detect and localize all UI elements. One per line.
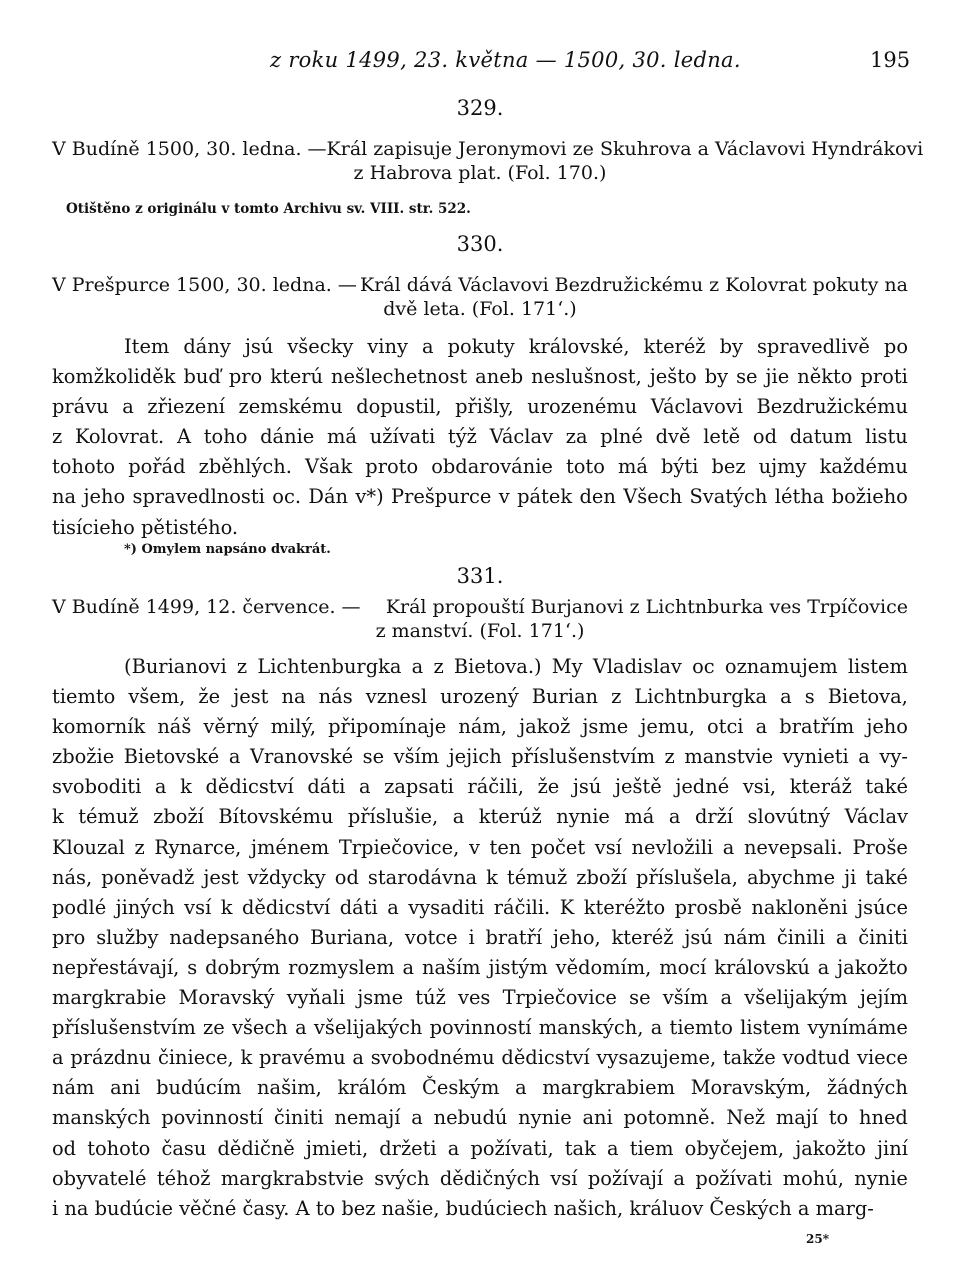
text-line: a prázdnu činiece, k pravému a svobodnému dědicství vysazujeme, takže vodtud viece [52,1046,908,1070]
text-line: tiemto všem, že jest na nás vznesl urozený Burian z Lichtnburgka a s Bietova, [52,685,908,709]
text-line: z Kolovrat. A toho dánie má užívati týž Václav za plné dvě letě od datum listu [52,425,908,449]
doc-330-heading-line2: dvě leta. (Fol. 171‘.) [383,298,577,320]
text-line: právu a zřiezení zemskému dopustil, přišly, urozenému Václavovi Bezdružickému [52,395,908,419]
doc-331-number: 331. [456,564,504,588]
text-line: i na budúcie věčné časy. A to bez našie, budúciech našich, králuov Českých a marg- [52,1196,874,1220]
text-line: k témuž zboží Bítovskému příslušie, a kterúž nynie má a drží slovútný Václav [52,805,908,829]
running-head-title: z roku 1499, 23. května — 1500, 30. ledna. [270,48,741,72]
text-line: nás, poněvadž jest vždycky od starodávna k témuž zboží příslušela, abychme ji také [52,865,908,889]
doc-329-source-note: Otištěno z originálu v tomto Archivu sv. VIII. str. 522. [66,201,471,217]
doc-330-footnote: *) Omylem napsáno dvakrát. [124,542,331,557]
doc-331-heading-line2: z manství. (Fol. 171‘.) [375,620,585,642]
doc-331-heading [52,596,908,642]
text-line: na jeho spravedlnosti oc. Dán v*) Prešpurce v pátek den Všech Svatých létha božieho [52,485,908,509]
text-line: svoboditi a k dědicství dáti a zapsati ráčili, že jsú ještě jedné vsi, kteráž také [52,775,908,799]
text-line: Klouzal z Rynarce, jménem Trpiečovice, v ten počet vsí nevložili a nevepsali. Proše [52,835,908,859]
text-line: komžkoliděk buď pro kterú nešlechetnost aneb neslušnost, ješto by se jie někto proti [52,365,908,389]
text-line: od tohoto času dědičně jmieti, držeti a požívati, tak a tiem obyčejem, jakožto jiní [52,1136,908,1160]
text-line: obyvatelé téhož margkrabstvie svých dědičných vsí požívají a požívati mohú, nynie [52,1166,908,1190]
page-number: 195 [870,48,911,72]
text-line: komorník náš věrný milý, připomínaje nám, jakož jsme jemu, otci a bratřím jeho [52,715,908,739]
text-line: margkrabie Moravský vyňali jsme túž ves Trpiečovice se vším a všelijakým jejím [52,986,908,1010]
text-line: příslušenstvím ze všech a všelijakých povinností manských, a tiemto listem vynímáme [52,1016,908,1040]
doc-331-heading-left: V Budíně 1499, 12. července. — [52,596,361,618]
doc-329-number: 329. [456,96,504,120]
text-line: podlé jiných vsí k dědicství dáti a vysaditi ráčili. K kteréžto prosbě nakloněni jsúce [52,895,908,919]
doc-330-heading-right: Král dává Václavovi Bezdružickému z Kolovrat pokuty na [360,274,908,296]
text-line: nepřestávají, s dobrým rozmyslem a naším jistým vědomím, mocí královskú a jakožto [52,955,908,979]
text-line: nám ani budúcím našim, králóm Českým a margkrabiem Moravským, žádných [52,1076,908,1100]
doc-331-text [52,652,908,1224]
text-line: tisícieho pětistého. [52,515,239,539]
doc-329-heading-right: Král zapisuje Jeronymovi ze Skuhrova a Václavovi Hyndrákovi [326,138,924,160]
text-line: manských povinností činiti nemají a nebudú nynie ani potomně. Než mají to hned [52,1106,908,1130]
doc-330-text [52,332,908,543]
doc-329-heading-line2: z Habrova plat. (Fol. 170.) [353,162,607,184]
doc-330-heading [52,274,908,320]
text-line: zbožie Bietovské a Vranovské se vším jejich příslušenstvím z manstvie vynieti a vy- [52,745,908,769]
doc-330-heading-left: V Prešpurce 1500, 30. ledna. — [52,274,357,296]
doc-329-heading [52,138,924,184]
running-head [0,44,960,84]
doc-329-heading-left: V Budíně 1500, 30. ledna. — [52,138,327,160]
text-line: tohoto pořád zběhlých. Však proto obdarovánie toto má býti bez ujmy každému [52,455,908,479]
text-line: pro služby nadepsaného Buriana, votce i bratří jeho, kteréž jsú nám činili a činiti [52,925,908,949]
signature-mark: 25* [806,1232,829,1246]
doc-331-heading-right: Král propouští Burjanovi z Lichtnburka ves Trpíčovice [385,596,908,618]
text-line: (Burianovi z Lichtenburgka a z Bietova.) My Vladislav oc oznamujem listem [124,655,908,678]
doc-330-number: 330. [456,232,504,256]
text-line: Item dány jsú všecky viny a pokuty královské, kteréž by spravedlivě po [124,335,908,358]
